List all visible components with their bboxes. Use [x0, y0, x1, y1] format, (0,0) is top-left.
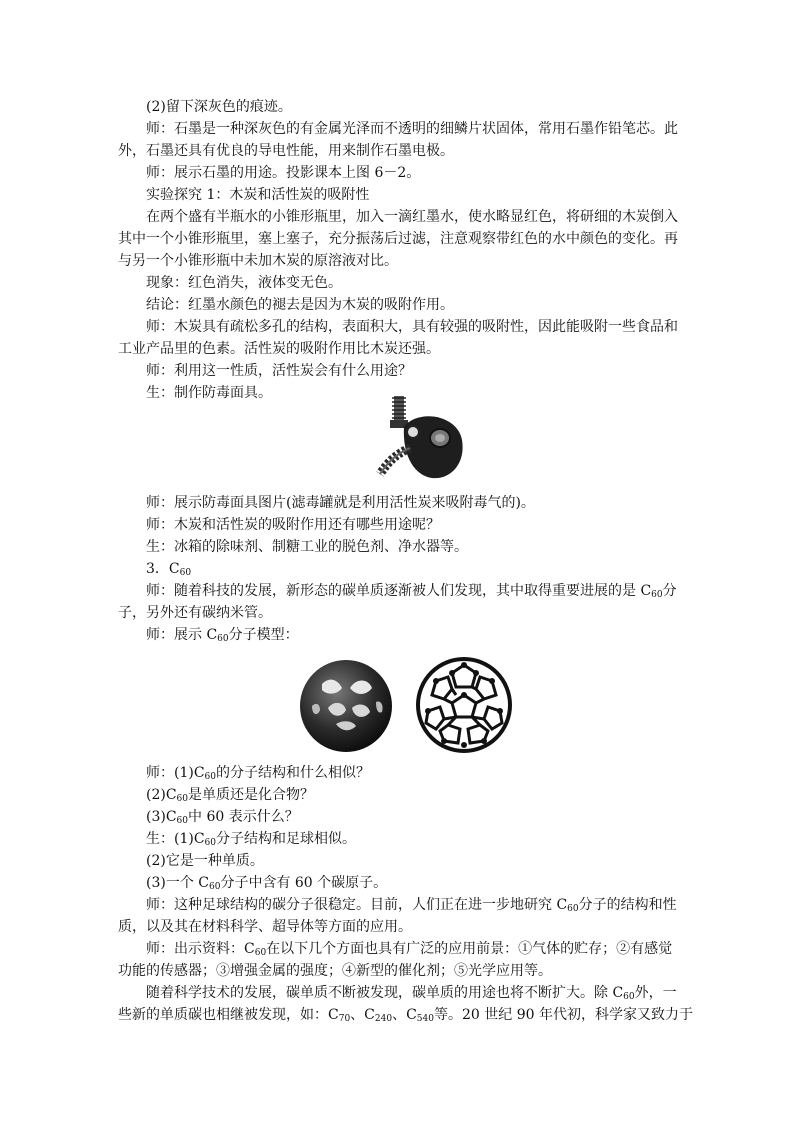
text-line: 师：木炭具有疏松多孔的结构，表面积大，具有较强的吸附性，因此能吸附一些食品和	[146, 319, 678, 335]
text-line: (2)它是一种单质。	[146, 853, 264, 869]
text-line: (2)留下深灰色的痕迹。	[146, 99, 292, 115]
text-line: 与另一个小锥形瓶中未加木炭的原溶液对比。	[118, 253, 398, 269]
text-line: 师：利用这一性质，活性炭会有什么用途？	[146, 363, 412, 379]
text-line: 其中一个小锥形瓶里，塞上塞子，充分振荡后过滤，注意观察带红色的水中颜色的变化。再	[118, 231, 678, 247]
text-line: 师：展示 $C_{60}$分子模型：	[146, 627, 299, 644]
text-line: 工业产品里的色素。活性炭的吸附作用比木炭还强。	[118, 341, 440, 357]
text-line: $(2)C_{60}$是单质还是化合物？	[146, 787, 314, 804]
section-heading: 3．$C_{60}$	[146, 561, 192, 578]
text-line: 师：石墨是一种深灰色的有金属光泽而不透明的细鳞片状固体，常用石墨作铅笔芯。此	[146, 121, 678, 137]
c60-cage-model-image	[414, 655, 514, 755]
text-line: $(3)C_{60}$中 60 表示什么？	[146, 809, 299, 826]
text-line: 随着科学技术的发展，碳单质不断被发现，碳单质的用途也将不断扩大。除 $C_{60}$外，一	[146, 985, 677, 1002]
gas-mask-image	[366, 388, 476, 488]
text-line: 生：$(1)C_{60}$分子结构和足球相似。	[146, 831, 356, 848]
text-line: 师：$(1)C_{60}$的分子结构和什么相似？	[146, 765, 370, 782]
text-line: 师：出示资料：$C_{60}$在以下几个方面也具有广泛的应用前景：①气体的贮存；②有感觉	[146, 941, 673, 958]
section-heading: 实验探究 1：木炭和活性炭的吸附性	[146, 187, 370, 203]
text-line: 师：展示防毒面具图片(滤毒罐就是利用活性炭来吸附毒气的)。	[146, 495, 535, 511]
text-line: 在两个盛有半瓶水的小锥形瓶里，加入一滴红墨水，使水略显红色，将研细的木炭倒入	[146, 209, 678, 225]
text-line: 质，以及其在材料科学、超导体等方面的应用。	[118, 919, 412, 935]
text-line: 师：这种足球结构的碳分子很稳定。目前，人们正在进一步地研究 $C_{60}$分子的结构和性	[146, 897, 677, 914]
text-line: 外，石墨还具有优良的导电性能，用来制作石墨电极。	[118, 143, 454, 159]
text-line: 师：木炭和活性炭的吸附作用还有哪些用途呢？	[146, 517, 440, 533]
c60-ball-image	[298, 658, 394, 754]
text-line: 现象：红色消失，液体变无色。	[146, 275, 342, 291]
text-line: 功能的传感器；③增强金属的强度；④新型的催化剂；⑤光学应用等。	[118, 963, 552, 979]
text-line: 师：随着科技的发展，新形态的碳单质逐渐被人们发现，其中取得重要进展的是 $C_{60}$分	[146, 583, 677, 600]
text-line: 子，另外还有碳纳米管。	[118, 605, 272, 621]
filter-canister	[390, 396, 408, 428]
text-line: (3)一个 $C_{60}$分子中含有 60 个碳原子。	[146, 875, 388, 892]
text-line: 生：制作防毒面具。	[146, 385, 272, 401]
text-line: 结论：红墨水颜色的褪去是因为木炭的吸附作用。	[146, 297, 454, 313]
text-line: 师：展示石墨的用途。投影课本上图 6－2。	[146, 165, 421, 181]
text-line: 生：冰箱的除味剂、制糖工业的脱色剂、净水器等。	[146, 539, 468, 555]
text-line: 些新的单质碳也相继被发现，如：$C_{70}$、$C_{240}$、$C_{540}$等。20 世纪 90 年代初，科学家又致力于	[118, 1007, 693, 1024]
